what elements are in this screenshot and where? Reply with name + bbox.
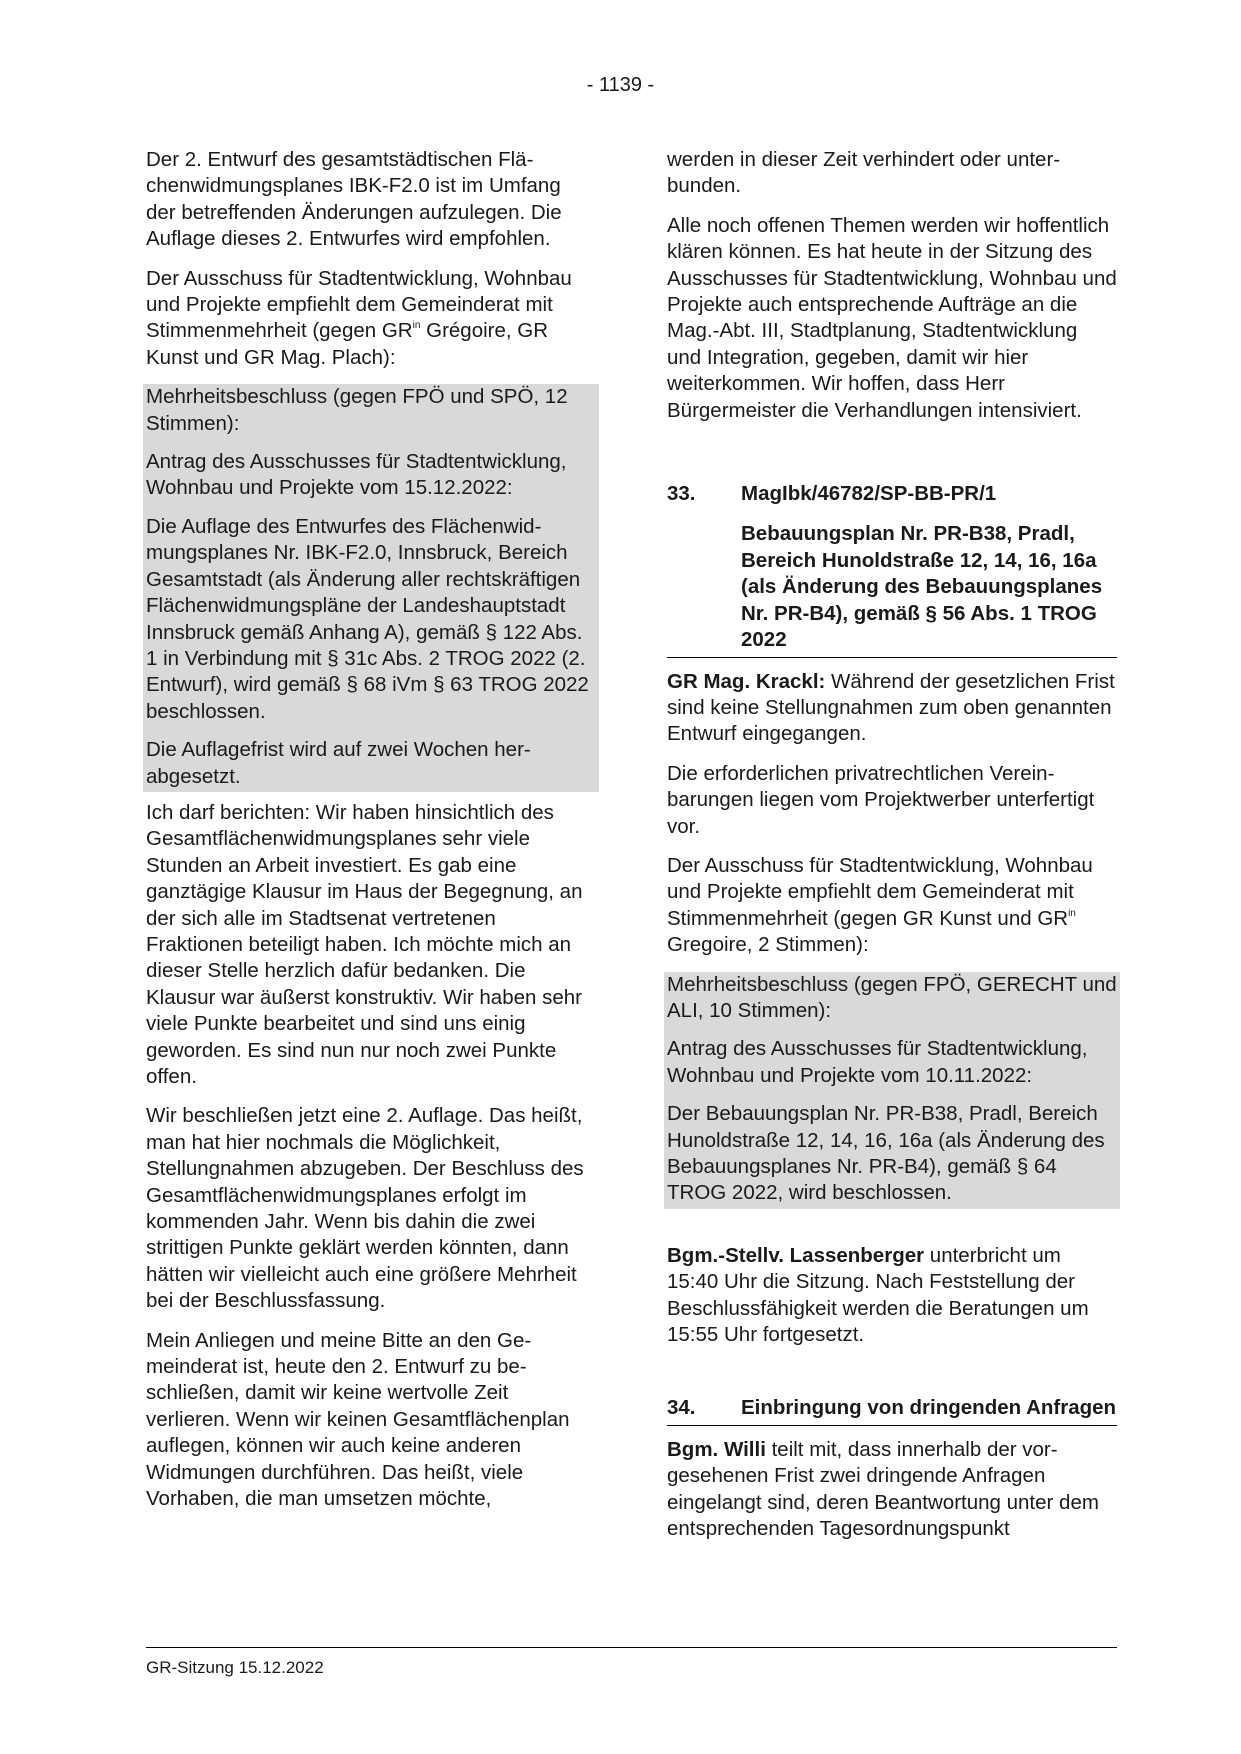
- resolution-text: Die Auflage des Entwurfes des Flächenwidmungsplanes Nr. IBK-F2.0, Innsbruck, Bereich Gesamtstadt (als Änderung aller rechtskräftigen Flächenwidmungspläne der Landeshauptstadt Innsbruck gemäß Anhang A), gemäß § 122 Abs. 1 in Verbindung mit § 31c Abs. 2 TROG 2022 (2. Entwurf), wird gemäß § 68 iVm § 63 TROG 2022 beschlossen.: [146, 514, 589, 723]
- resolution-vote: Mehrheitsbeschluss (gegen FPÖ, GERECHT und ALI, 10 Stimmen):: [667, 972, 1117, 1022]
- item-title: Bebauungsplan Nr. PR-B38, Pradl, Bereich Hunoldstraße 12, 14, 16, 16a (als Änderung des Bebauungsplanes Nr. PR-B4), gemäß § 56 Abs. 1 TROG 2022: [741, 522, 1103, 652]
- item-divider: [667, 1425, 1117, 1426]
- text: Gregoire, 2 Stimmen):: [667, 933, 869, 957]
- left-column: [146, 147, 596, 1526]
- text: Der Ausschuss für Stadtentwicklung, Wohnbau und Projekte empfiehlt dem Gemeinderat mit Stimmenmehrheit (gegen GR Kunst und GR: [667, 853, 1093, 930]
- item-number: 33.: [667, 482, 696, 506]
- paragraph: [667, 669, 1117, 748]
- paragraph: Der 2. Entwurf des gesamtstädtischen Flächenwidmungsplanes IBK-F2.0 ist im Umfang der betreffenden Änderungen aufzulegen. Die Auflage dieses 2. Entwurfes wird empfohlen.: [146, 148, 562, 251]
- text: Der Ausschuss für Stadtentwicklung, Wohnbau und Projekte empfiehlt dem Gemeinderat mit Stimmenmehrheit (gegen GR: [146, 266, 572, 343]
- text: Während der gesetzlichen Frist sind keine Stellungnahmen zum oben genannten Entwurf eingegangen.: [667, 669, 1115, 746]
- resolution-box: [143, 384, 599, 792]
- agenda-item-33: [667, 481, 1117, 657]
- speaker-name: Bgm.-Stellv. Lassenberger: [667, 1243, 925, 1267]
- paragraph: [146, 266, 596, 372]
- paragraph: Die erforderlichen privatrechtlichen Vereinbarungen liegen vom Projektwerber unterfertigt vor.: [667, 761, 1095, 838]
- text: teilt mit, dass innerhalb der vorgesehenen Frist zwei dringende Anfragen eingelangt sind, deren Beantwortung unter dem entsprechenden Tagesordnungspunkt: [667, 1437, 1099, 1541]
- paragraph: [667, 1437, 1117, 1543]
- resolution-vote: Mehrheitsbeschluss (gegen FPÖ und SPÖ, 12 Stimmen):: [146, 385, 568, 435]
- paragraph: [667, 1243, 1117, 1349]
- speaker-name: GR Mag. Krackl:: [667, 669, 826, 693]
- text: unterbricht um 15:40 Uhr die Sitzung. Nach Feststellung der Beschlussfähigkeit werden die Beratungen um 15:55 Uhr fortgesetzt.: [667, 1243, 1089, 1347]
- resolution-motion: Antrag des Ausschusses für Stadtentwicklung, Wohnbau und Projekte vom 15.12.2022:: [146, 450, 567, 500]
- item-code: MagIbk/46782/SP-BB-PR/1: [741, 482, 997, 506]
- right-column: [667, 147, 1117, 1555]
- speaker-name: Bgm. Willi: [667, 1437, 766, 1461]
- paragraph: Mein Anliegen und meine Bitte an den Gemeinderat ist, heute den 2. Entwurf zu beschließen, damit wir keine wertvolle Zeit verlieren. Wenn wir keinen Gesamtflächenplan auflegen, können wir auch keine anderen Widmungen durchführen. Das heißt, viele Vorhaben, die man umsetzen möchte,: [146, 1328, 570, 1511]
- page-number: - 1139 -: [586, 74, 655, 96]
- footer-divider: [146, 1647, 1117, 1648]
- item-title: Einbringung von dringenden Anfragen: [741, 1396, 1117, 1420]
- paragraph: Ich darf berichten: Wir haben hinsichtlich des Gesamtflächenwidmungsplanes sehr viele Stunden an Arbeit investiert. Es gab eine ganztägige Klausur im Haus der Begegnung, an der sich alle im Stadtsenat vertretenen Fraktionen beteiligt haben. Ich möchte mich an dieser Stelle herzlich dafür bedanken. Die Klausur war äußerst konstruktiv. Wir haben sehr viele Punkte bearbeitet und sind uns einig geworden. Es sind nun nur noch zwei Punkte offen.: [146, 800, 583, 1088]
- resolution-box: [664, 972, 1120, 1209]
- paragraph: werden in dieser Zeit verhindert oder unterbunden.: [667, 148, 1061, 198]
- resolution-text: Der Bebauungsplan Nr. PR-B38, Pradl, Bereich Hunoldstraße 12, 14, 16, 16a (als Änderung des Bebauungsplanes Nr. PR-B4), gemäß § 64 TROG 2022, wird beschlossen.: [667, 1102, 1105, 1205]
- paragraph: Alle noch offenen Themen werden wir hoffentlich klären können. Es hat heute in der Sitzung des Ausschusses für Stadtentwicklung, Wohnbau und Projekte auch entsprechende Aufträge an die Mag.-Abt. III, Stadtplanung, Stadtentwicklung und Integration, gegeben, damit wir hier weiterkommen. Wir hoffen, dass Herr Bürgermeister die Verhandlungen intensiviert.: [667, 213, 1117, 422]
- footer: GR-Sitzung 15.12.2022: [146, 1658, 324, 1677]
- paragraph: [667, 853, 1117, 959]
- superscript: in: [1068, 907, 1076, 919]
- resolution-motion: Antrag des Ausschusses für Stadtentwicklung, Wohnbau und Projekte vom 10.11.2022:: [667, 1037, 1088, 1087]
- item-divider: [667, 657, 1117, 658]
- item-number: 34.: [667, 1396, 696, 1420]
- superscript: in: [412, 320, 421, 332]
- resolution-text: Die Auflagefrist wird auf zwei Wochen herabgesetzt.: [146, 738, 531, 788]
- paragraph: Wir beschließen jetzt eine 2. Auflage. Das heißt, man hat hier nochmals die Möglichkeit, Stellungnahmen abzugeben. Der Beschluss des Gesamtflächenwidmungsplanes erfolgt im kommenden Jahr. Wenn bis dahin die zwei strittigen Punkte geklärt werden könnten, dann hätten wir vielleicht auch eine größere Mehrheit bei der Beschlussfassung.: [146, 1104, 584, 1313]
- text: Grégoire, GR Kunst und GR Mag. Plach):: [146, 319, 549, 369]
- agenda-item-34: [667, 1395, 1117, 1425]
